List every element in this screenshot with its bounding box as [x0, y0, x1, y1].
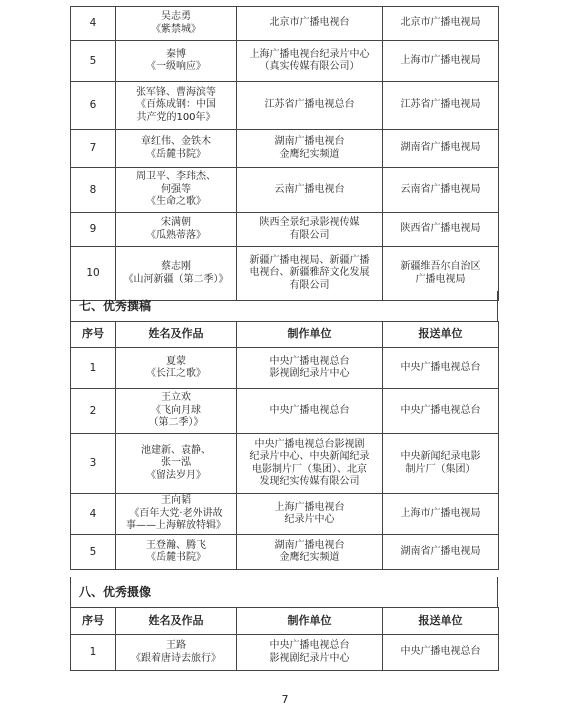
cell-producer: [237, 635, 383, 671]
work-line: 王登瀚、腾飞: [146, 539, 206, 551]
cell-submitter: [383, 7, 499, 41]
work-line: 吴志勇: [161, 11, 191, 22]
cell-submitter: [383, 348, 499, 389]
cell-submitter: [383, 41, 499, 82]
work-line: （第二季）》: [148, 417, 204, 429]
producer-line: 湖南广播电视台: [274, 136, 345, 147]
work-line: 周卫平、李玮杰、: [136, 171, 216, 183]
producer-line: （真实传媒有限公司）: [259, 61, 360, 72]
producer-line: 北京市广播电视台: [269, 17, 350, 29]
section-8-title: 八、优秀摄像: [70, 577, 498, 607]
submitter-line: 湖南省广播电视局: [400, 142, 481, 154]
work-line: 章红伟、金铁木: [141, 136, 211, 147]
producer-line: 影视剧纪录片中心: [269, 368, 350, 379]
work-line: 《紫禁城》: [151, 23, 201, 35]
submitter-line: 北京市广播电视局: [400, 17, 481, 29]
work-line: 王向韬: [161, 495, 191, 507]
submitter-line: 上海市广播电视局: [400, 54, 481, 66]
awards-table-top: [70, 6, 499, 301]
work-line: 何强等: [161, 183, 191, 195]
cell-work: [116, 7, 237, 41]
table-row: [71, 535, 499, 570]
cell-producer: [237, 389, 383, 434]
submitter-line: 制片厂（集团）: [405, 463, 476, 475]
producer-line: 有限公司: [289, 229, 330, 241]
submitter-line: 广播电视局: [415, 273, 466, 285]
header-work: 姓名及作品: [116, 322, 237, 348]
cell-submitter: [383, 168, 499, 213]
header-submitter: 报送单位: [383, 608, 499, 635]
work-line: 《岳麓书院》: [146, 552, 206, 563]
cell-producer: [237, 130, 383, 168]
work-line: 《百炼成钢：中国: [136, 99, 216, 111]
submitter-line: 上海市广播电视局: [400, 507, 481, 519]
section-8-table: [70, 607, 499, 671]
submitter-line: 新疆维吾尔自治区: [400, 261, 481, 272]
submitter-line: 陕西省广播电视局: [400, 223, 481, 235]
header-no: 序号: [71, 608, 116, 635]
work-line: 《长江之歌》: [146, 368, 206, 379]
producer-line: 中央广播电视总台: [269, 355, 350, 367]
row-number: 10: [71, 247, 116, 301]
cell-producer: [237, 82, 383, 130]
table-row: [71, 389, 499, 434]
cell-producer: [237, 41, 383, 82]
work-line: 宋满朝: [161, 217, 191, 228]
table-row: [71, 635, 499, 671]
work-line: 蔡志刚: [161, 261, 191, 272]
cell-work: [116, 41, 237, 82]
producer-line: 新疆广播电视局、新疆广播: [249, 254, 370, 266]
work-line: 《飞向月球: [151, 404, 201, 416]
producer-line: 江苏省广播电视总台: [264, 99, 355, 111]
row-number: 9: [71, 213, 116, 247]
row-number: 1: [71, 635, 116, 671]
cell-producer: [237, 434, 383, 494]
header-no: 序号: [71, 322, 116, 348]
table-header-row: [71, 322, 499, 348]
work-line: 《瓜熟蒂落》: [146, 229, 206, 241]
row-number: 4: [71, 494, 116, 535]
cell-submitter: [383, 434, 499, 494]
submitter-line: 中央广播电视总台: [400, 646, 481, 658]
cell-producer: [237, 213, 383, 247]
row-number: 3: [71, 434, 116, 494]
producer-line: 中央广播电视总台: [269, 640, 350, 651]
table-row: [71, 494, 499, 535]
row-number: 6: [71, 82, 116, 130]
header-work: 姓名及作品: [116, 608, 237, 635]
row-number: 7: [71, 130, 116, 168]
section-7-title: 七、优秀撰稿: [70, 291, 498, 321]
submitter-line: 中央新闻纪录电影: [400, 451, 481, 462]
work-line: 《岳麓书院》: [146, 148, 206, 160]
table-row: [71, 41, 499, 82]
cell-work: [116, 434, 237, 494]
cell-work: [116, 389, 237, 434]
producer-line: 金鹰纪实频道: [279, 552, 340, 563]
producer-line: 纪录片中心、中央新闻纪录: [249, 451, 370, 462]
work-line: 《留法岁月》: [146, 469, 206, 481]
cell-submitter: [383, 213, 499, 247]
table-row: [71, 213, 499, 247]
work-line: 《山河新疆（第二季）》: [123, 273, 229, 285]
table-row: [71, 168, 499, 213]
row-number: 5: [71, 535, 116, 570]
submitter-line: 中央广播电视总台: [400, 404, 481, 416]
work-line: 《一级响应》: [146, 61, 206, 72]
producer-line: 电影制片厂（集团）、北京: [252, 463, 367, 475]
row-number: 2: [71, 389, 116, 434]
table-row: [71, 434, 499, 494]
work-line: 池建新、袁静、: [141, 444, 211, 456]
producer-line: 云南广播电视台: [274, 183, 345, 195]
producer-line: 中央广播电视总台影视剧: [254, 438, 365, 450]
section-7-table: [70, 321, 499, 570]
work-line: 秦博: [166, 48, 186, 60]
cell-producer: [237, 348, 383, 389]
cell-work: [116, 635, 237, 671]
producer-line: 发现纪实传媒有限公司: [259, 476, 360, 487]
producer-line: 电视台、新疆雅辞文化发展: [249, 267, 370, 279]
row-number: 5: [71, 41, 116, 82]
work-line: 《跟着唐诗去旅行》: [131, 652, 221, 664]
producer-line: 金鹰纪实频道: [279, 148, 340, 160]
cell-submitter: [383, 82, 499, 130]
work-line: 王路: [166, 640, 186, 651]
table-row: [71, 82, 499, 130]
page-number: 7: [281, 693, 289, 706]
producer-line: 上海广播电视台: [274, 501, 345, 513]
cell-work: [116, 130, 237, 168]
cell-submitter: [383, 494, 499, 535]
header-producer: 制作单位: [237, 608, 383, 635]
cell-work: [116, 82, 237, 130]
producer-line: 中央广播电视总台: [269, 404, 350, 416]
table-row: [71, 7, 499, 41]
producer-line: 纪录片中心: [284, 514, 335, 525]
cell-work: [116, 213, 237, 247]
work-line: 王立欢: [161, 392, 191, 404]
cell-submitter: [383, 389, 499, 434]
submitter-line: 江苏省广播电视局: [400, 99, 481, 111]
table-header-row: [71, 608, 499, 635]
row-number: 1: [71, 348, 116, 389]
producer-line: 有限公司: [289, 279, 330, 291]
header-producer: 制作单位: [237, 322, 383, 348]
work-line: 张军锋、曹海滨等: [136, 86, 216, 98]
work-line: 事——上海解放特辑》: [126, 520, 226, 532]
header-submitter: 报送单位: [383, 322, 499, 348]
cell-producer: [237, 535, 383, 570]
producer-line: 上海广播电视台纪录片中心: [249, 48, 370, 60]
cell-submitter: [383, 635, 499, 671]
table-row: [71, 130, 499, 168]
work-line: 《生命之歌》: [146, 196, 206, 208]
table-row: [71, 348, 499, 389]
work-line: 张一泓: [161, 457, 191, 469]
submitter-line: 云南省广播电视局: [400, 183, 481, 195]
cell-work: [116, 535, 237, 570]
row-number: 8: [71, 168, 116, 213]
work-line: 共产党的100年》: [136, 111, 216, 123]
submitter-line: 湖南省广播电视局: [400, 545, 481, 557]
cell-work: [116, 494, 237, 535]
cell-producer: [237, 7, 383, 41]
cell-producer: [237, 494, 383, 535]
producer-line: 影视剧纪录片中心: [269, 652, 350, 664]
row-number: 4: [71, 7, 116, 41]
cell-submitter: [383, 130, 499, 168]
work-line: 《百年大党·老外讲故: [129, 507, 223, 519]
cell-producer: [237, 168, 383, 213]
producer-line: 陕西全景纪录影视传媒: [259, 217, 360, 228]
work-line: 夏蒙: [166, 355, 186, 367]
cell-work: [116, 168, 237, 213]
submitter-line: 中央广播电视总台: [400, 361, 481, 373]
cell-submitter: [383, 535, 499, 570]
producer-line: 湖南广播电视台: [274, 539, 345, 551]
cell-work: [116, 348, 237, 389]
